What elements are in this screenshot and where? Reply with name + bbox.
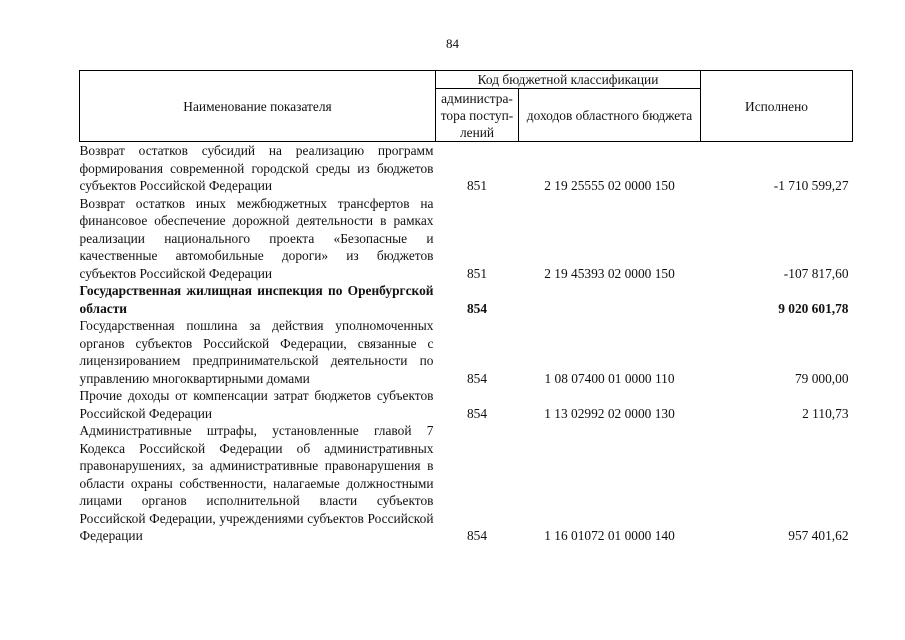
table-row <box>80 195 853 283</box>
row-income-code: 1 08 07400 01 0000 110 <box>544 370 675 386</box>
row-executed: 9 020 601,78 <box>778 300 849 316</box>
header-admin: администра-тора поступ-лений <box>436 89 519 142</box>
row-executed: -107 817,60 <box>783 265 849 281</box>
row-admin-code: 851 <box>466 178 488 193</box>
page-number: 84 <box>446 36 459 51</box>
row-name: Государственная жилищная инспекция по Оренбургской области <box>79 283 434 316</box>
row-executed: 2 110,73 <box>802 405 849 421</box>
table-header <box>80 71 853 142</box>
row-admin-code: 854 <box>466 528 488 543</box>
row-executed: 79 000,00 <box>794 370 849 386</box>
header-income-code: доходов областного бюджета <box>519 89 701 142</box>
row-income-code: 2 19 45393 02 0000 150 <box>544 265 675 281</box>
row-income-code: 2 19 25555 02 0000 150 <box>544 178 675 193</box>
row-name: Административные штрафы, установленные главой 7 Кодекса Российской Федерации об административных правонарушениях, за административные правонарушения в области охраны собственности, налагаемые должностными лицами органов исполнительной власти субъектов Российской Федерации, учреждениями субъектов Российской Федерации <box>79 423 434 543</box>
row-admin-code: 854 <box>466 370 488 386</box>
header-code-group: Код бюджетной классификации <box>436 71 701 89</box>
header-executed: Исполнено <box>701 71 853 142</box>
row-income-code: 1 13 02992 02 0000 130 <box>544 405 675 421</box>
table-row <box>80 422 853 545</box>
row-executed: 957 401,62 <box>788 528 849 543</box>
row-name: Возврат остатков субсидий на реализацию программ формирования современной городской среды из бюджетов субъектов Российской Федерации <box>79 143 434 193</box>
table-row <box>80 387 853 422</box>
row-income-code <box>519 282 701 317</box>
budget-table <box>79 70 853 545</box>
table-row <box>80 317 853 387</box>
table-body <box>80 142 853 545</box>
table-row <box>80 142 853 195</box>
row-admin-code: 854 <box>466 405 488 421</box>
row-admin-code: 854 <box>466 300 488 316</box>
table-row-section <box>80 282 853 317</box>
row-income-code: 1 16 01072 01 0000 140 <box>544 528 675 543</box>
row-executed: -1 710 599,27 <box>773 178 849 193</box>
row-name: Возврат остатков иных межбюджетных трансфертов на финансовое обеспечение дорожной деятельности в рамках реализации национального проекта «Безопасные и качественные автомобильные дороги» из бюджетов субъектов Российской Федерации <box>79 195 434 281</box>
header-name: Наименование показателя <box>80 71 436 142</box>
row-admin-code: 851 <box>466 265 488 281</box>
row-name: Прочие доходы от компенсации затрат бюджетов субъектов Российской Федерации <box>79 388 434 421</box>
row-name: Государственная пошлина за действия уполномоченных органов субъектов Российской Федерации, связанные с лицензированием предпринимательской деятельности по управлению многоквартирными домами <box>79 318 434 386</box>
